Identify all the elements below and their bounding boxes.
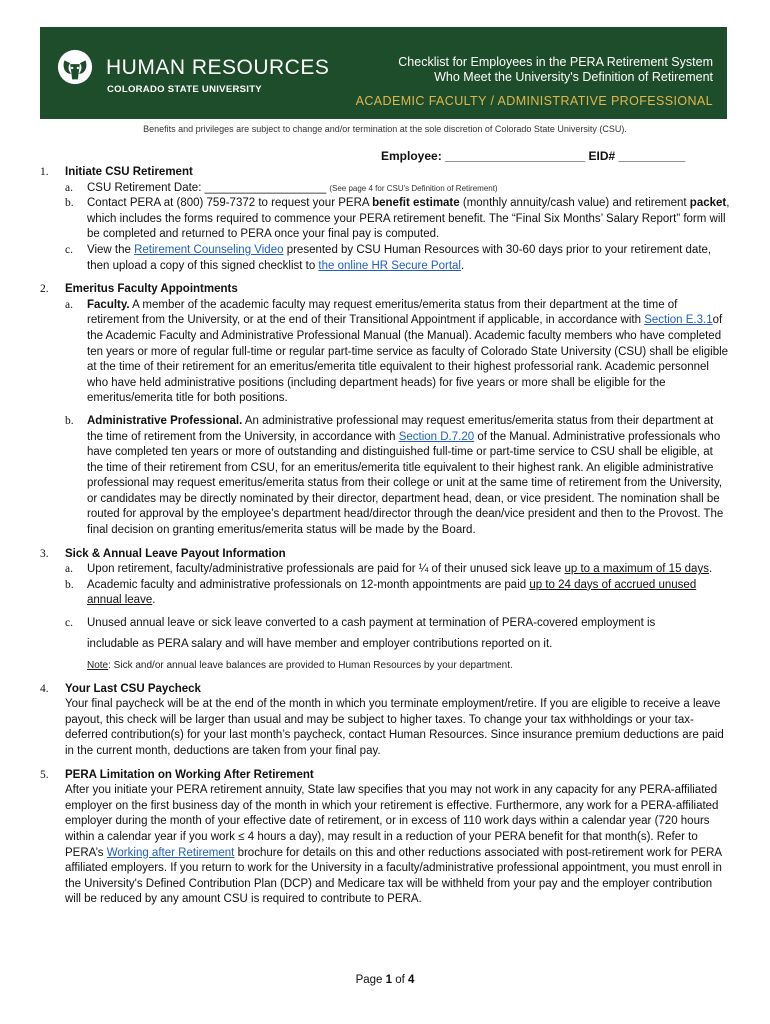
section-title: Sick & Annual Leave Payout Information: [65, 547, 286, 560]
note-text: : Sick and/or annual leave balances are provided to Human Resources by your department.: [108, 660, 513, 672]
org-subtitle: COLORADO STATE UNIVERSITY: [107, 84, 262, 95]
section-number: 3.: [40, 547, 49, 560]
item-letter: b.: [65, 578, 74, 591]
item-text: brochure for details on this and other reductions associated with post-retirement work for PERA affiliated employers. If you return to work for the University in a faculty/administrative professional appointment, you must enroll in the University's Defined Contribution Plan (DCP) and Medicare tax will be withheld from your pay and the employer contribution will be reduced by any amount CSU is required to contribute to PERA.: [65, 846, 722, 906]
section-last-paycheck: [40, 682, 730, 760]
list-item: [65, 613, 730, 655]
item-text: View the: [87, 243, 135, 256]
page-label: Page: [355, 974, 386, 986]
section-d720-link[interactable]: Section D.7.20: [398, 430, 475, 443]
section-number: 5.: [40, 768, 49, 781]
item-underlined: up to a maximum of 15 days: [564, 563, 709, 576]
item-letter: a.: [65, 181, 73, 194]
section-leave-payout: [40, 547, 730, 674]
item-emphasis: Administrative Professional.: [87, 414, 243, 427]
working-after-retirement-link[interactable]: Working after Retirement: [106, 846, 235, 859]
page-indicator: [0, 974, 770, 986]
list-item: [65, 562, 730, 578]
document-audience: ACADEMIC FACULTY / ADMINISTRATIVE PROFESSIONAL: [355, 94, 713, 108]
list-item: [65, 578, 730, 609]
item-text: (monthly annuity/cash value) and retirement: [459, 197, 690, 210]
section-number: 1.: [40, 166, 49, 178]
item-text: of the Academic Faculty and Administrative Professional Manual (the Manual). Academic faculty members who have completed ten years or more of regular full-time or regular part-time service as faculty of Colorado State University (CSU) shall be eligible at the time of their retirement for an emeritus/emerita title equivalent to their highest professorial rank. Academic personnel who have held administrative positions (including department heads) for five years or more shall be eligible for the emeritus/emerita title for both positions.: [87, 314, 729, 405]
item-text: includable as PERA salary and will have member and employer contributions reported on it.: [87, 638, 553, 651]
section-e31-link[interactable]: Section E.3.1: [644, 314, 713, 327]
item-letter: a.: [65, 298, 73, 311]
section-body: Your final paycheck will be at the end of the month in which you terminate employment/retire. If you are eligible to receive a leave payout, this check will be larger than usual and may be subject to higher taxes. To change your tax withholdings or your tax-deferred contribution(s) for your last month’s paycheck, contact Human Resources. Since insurance premium deductions are paid in the current month, deductions are taken from your final pay.: [65, 698, 724, 757]
list-item: [65, 196, 730, 243]
item-text: After you initiate your PERA retirement annuity, State law specifies that you may not work in any capacity for any PERA-affiliated employer on the first business day of the month in which your retirement is effective. Furthermore, any work for a PERA-affiliated employer during the month of your effective date of retirement, or in excess of 110 work days within a calendar year (720 hours within a calendar year if you work ≤ 4 hours a day), may result in a reduction of your PERA benefit for that month(s). Refer to PERA’s: [65, 784, 719, 859]
item-letter: b.: [65, 197, 74, 210]
checklist-content: [40, 165, 730, 916]
item-letter: a.: [65, 563, 73, 576]
item-text: A member of the academic faculty may request emeritus/emerita status from their department at the time of retirement from the University, or at the end of their Transitional Appointment if applicable, in accordance with: [87, 298, 678, 327]
item-text: Academic faculty and administrative professionals on 12-month appointments are paid: [87, 578, 530, 591]
item-text: , which includes the forms required to commence your PERA retirement benefit. The “Final Six Months’ Salary Report” form will be completed and returned to PERA once your final pay is computed.: [87, 197, 730, 241]
item-text: presented by CSU Human Resources with 30-60 days prior to your retirement date, then upload a copy of this signed checklist to: [87, 243, 712, 272]
item-text: .: [152, 594, 156, 607]
item-emphasis: packet: [689, 197, 727, 210]
employee-eid-line: Employee: _____________________ EID# __________: [381, 149, 686, 163]
section-title: Your Last CSU Paycheck: [65, 682, 201, 695]
document-title-line: Checklist for Employees in the PERA Retirement System: [398, 55, 713, 69]
item-text: Contact PERA at (800) 759-7372 to request your PERA: [87, 197, 373, 210]
item-text: Unused annual leave or sick leave converted to a cash payment at termination of PERA-covered employment is: [87, 617, 656, 630]
page-total: 4: [408, 974, 415, 986]
item-text: .: [708, 563, 713, 576]
section-emeritus-appointments: [40, 282, 730, 539]
section-title: Initiate CSU Retirement: [65, 166, 193, 178]
list-item: [65, 181, 730, 197]
item-letter: c.: [65, 243, 73, 256]
section-initiate-retirement: [40, 165, 730, 274]
section-working-after-retirement: [40, 768, 730, 908]
list-item: [65, 414, 730, 539]
item-text: An administrative professional may request emeritus/emerita status from their department at the time of retirement from the University, in accordance with: [87, 414, 714, 443]
section-title: PERA Limitation on Working After Retirement: [65, 768, 314, 781]
retirement-date-note: (See page 4 for CSU's Definition of Retirement): [329, 183, 498, 193]
leave-balance-note: [65, 658, 730, 674]
section-title: Emeritus Faculty Appointments: [65, 283, 238, 296]
item-emphasis: benefit estimate: [372, 197, 460, 210]
section-number: 2.: [40, 283, 49, 296]
item-letter: b.: [65, 414, 74, 427]
document-title: [398, 55, 713, 85]
disclaimer: Benefits and privileges are subject to change and/or termination at the sole discretion of Colorado State University (CSU).: [143, 124, 627, 134]
item-text: of the Manual. Administrative professionals who have completed ten years or more of outstanding and distinguished full-time or part-time service to CSU shall be eligible, at the time of their retirement from CSU, for an emeritus/emerita title equivalent to their highest rank. An eligible administrative professional may request emeritus/emerita status from their college or unit at the same time of retirement from the University, or candidates may be directly nominated by their director, department head, dean, or vice president. The nomination shall be routed for approval by the employee’s department head/director through the dean/vice president and then to the Provost. The final decision on granting emeritus/emerita status will be made by the Board.: [87, 430, 724, 537]
item-text: .: [460, 259, 465, 272]
item-text: Upon retirement, faculty/administrative professionals are paid for ¼ of their unused sick leave: [87, 563, 565, 576]
item-emphasis: Faculty.: [87, 298, 130, 311]
item-letter: c.: [65, 617, 73, 630]
retirement-date-field: CSU Retirement Date: ___________________: [87, 181, 327, 194]
note-label: Note: [87, 660, 109, 672]
org-name: HUMAN RESOURCES: [106, 56, 330, 79]
list-item: [65, 298, 730, 407]
list-item: [65, 243, 730, 274]
document-title-line: Who Meet the University's Definition of Retirement: [434, 70, 713, 84]
section-body: [65, 783, 730, 908]
ram-logo-icon: [56, 47, 94, 87]
page-label: of: [392, 974, 409, 986]
retirement-counseling-video-link[interactable]: Retirement Counseling Video: [134, 243, 284, 256]
header-banner: [40, 27, 727, 119]
item-underlined: up to 24 days of accrued unused annual leave: [87, 578, 697, 607]
page-number: 1: [385, 974, 393, 986]
hr-secure-portal-link[interactable]: the online HR Secure Portal: [318, 259, 461, 272]
section-number: 4.: [40, 682, 49, 695]
